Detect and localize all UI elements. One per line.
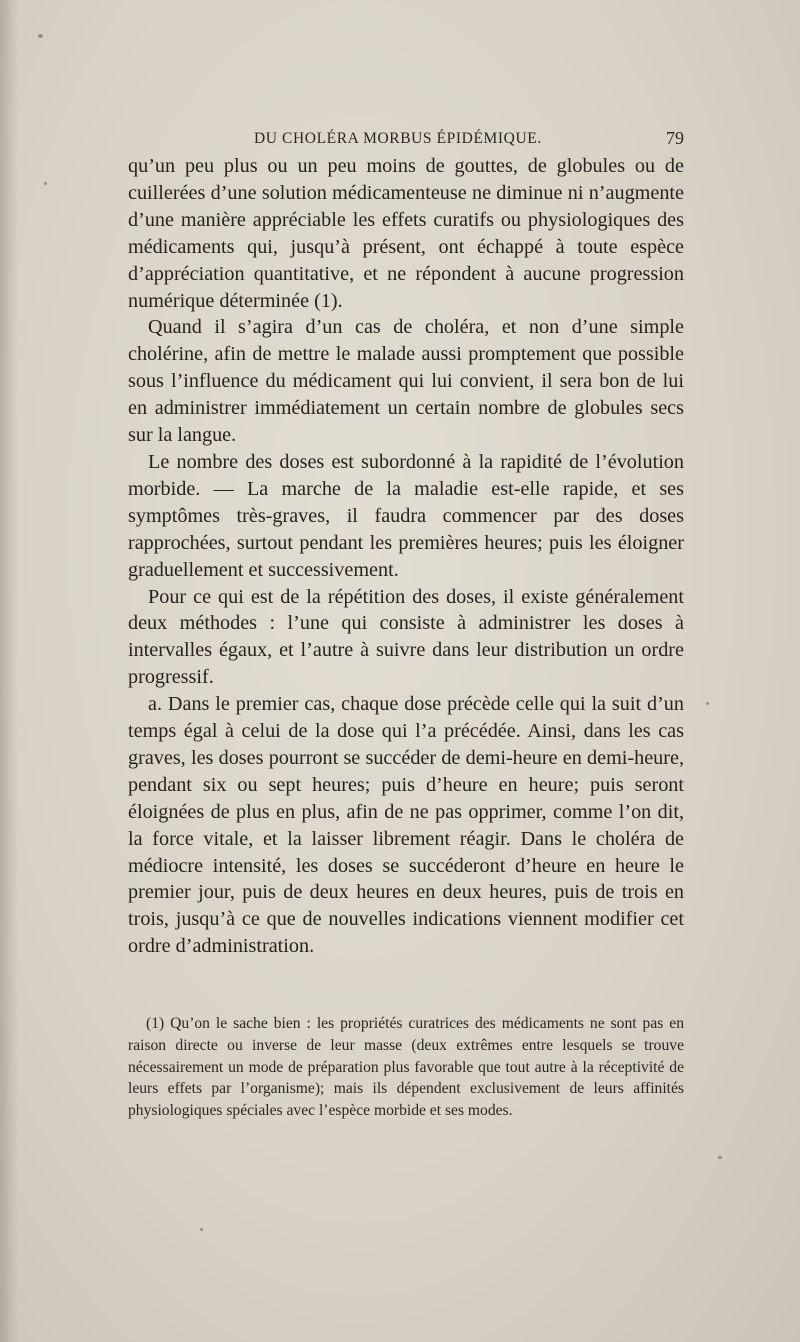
paragraph: a. Dans le premier cas, chaque dose précède celle qui la suit d’un temps égal à celui de la dose qui l’a précédée. Ainsi, dans les cas graves, les doses pourront se succéder de demi-heure en demi-heure, pendant six ou sept heures; puis d’heure en heure; puis seront éloignées de plus en plus, afin de ne pas opprimer, comme l’on dit, la force vitale, et la laisser librement réagir. Dans le choléra de médiocre intensité, les doses se succéderont d’heure en heure le premier jour, puis de deux heures en deux heures, puis de trois en trois, jusqu’à ce que de nouvelles indications viennent modifier cet ordre d’administration. [128, 693, 684, 958]
paragraph: Pour ce qui est de la répétition des doses, il existe généralement deux méthodes : l’une qui consiste à administrer les doses à intervalles égaux, et l’autre à suivre dans leur distribution un ordre progressif. [128, 585, 684, 689]
paper-speck [38, 34, 43, 38]
footnote [128, 1013, 684, 1122]
paper-speck [706, 702, 709, 705]
binding-shadow [0, 0, 18, 1342]
paragraph: Quand il s’agira d’un cas de choléra, et non d’une simple cholérine, afin de mettre le malade aussi promptement que possible sous l’influence du médicament qui lui convient, il sera bon de lui en administrer immédiatement un certain nombre de globules secs sur la langue. [128, 316, 684, 447]
paper-speck [200, 1228, 203, 1231]
paragraph: Le nombre des doses est subordonné à la rapidité de l’évolution morbide. — La marche de la maladie est-elle rapide, et ses symptômes très-graves, il faudra commencer par des doses rapprochées, surtout pendant les premières heures; puis les éloigner graduellement et successivement. [128, 450, 684, 581]
body-text [128, 153, 684, 960]
footnote-text: (1) Qu’on le sache bien : les propriétés curatrices des médicaments ne sont pas en raison directe ou inverse de leur masse (deux extrêmes entre lesquels se trouve nécessairement un mode de préparation plus favorable que tout autre à la réceptivité de leurs effets par l’organisme); mais ils dépendent exclusivement de leurs affinités physiologiques spéciales avec l’espèce morbide et ses modes. [128, 1015, 684, 1120]
paragraph: qu’un peu plus ou un peu moins de gouttes, de globules ou de cuillerées d’une solution médicamenteuse ne diminue ni n’augmente d’une manière appréciable les effets curatifs ou physiologiques des médicaments qui, jusqu’à présent, ont échappé à toute espèce d’appréciation quantitative, et ne répondent à aucune progression numérique déterminée (1). [128, 155, 684, 312]
running-head [128, 128, 684, 152]
page-number: 79 [666, 128, 684, 148]
paper-speck [44, 182, 47, 185]
paper-speck [718, 1156, 722, 1159]
running-title: DU CHOLÉRA MORBUS ÉPIDÉMIQUE. [254, 130, 542, 147]
